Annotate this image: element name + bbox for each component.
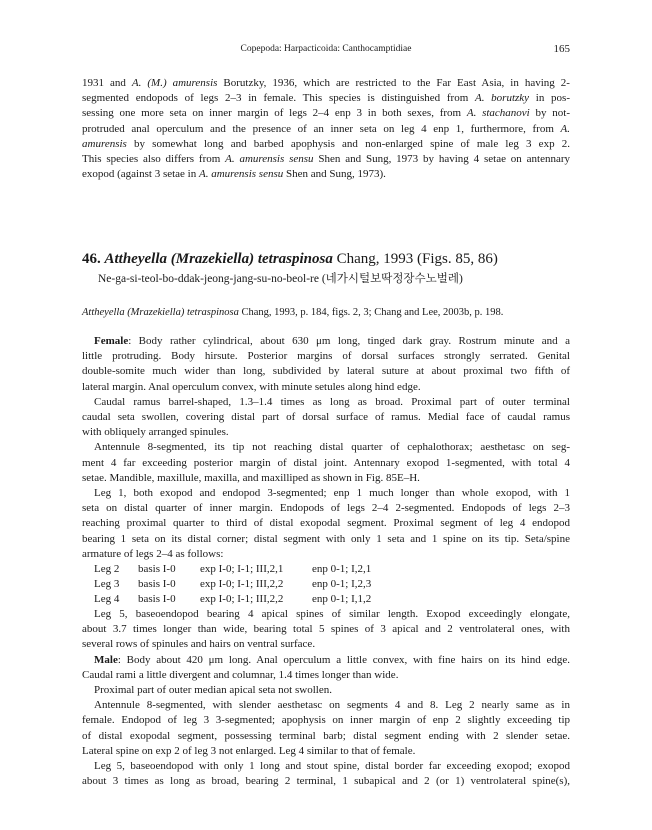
caudal-line-1: caudal seta swollen, covering distal part of dorsal surface of ramus. Medial face of caudal ramus bbox=[82, 411, 570, 424]
intro-line: segmented endopods of legs 2–3 in female. This species is distinguished from A. borutzky in pos- bbox=[82, 92, 571, 105]
table-cell-enp: enp 0-1; I,2,1 bbox=[312, 563, 372, 575]
male-label: Male bbox=[94, 653, 118, 666]
female-line-2: double-somite much wider than long, subdivided by lateral suture at about proximal two fifth of bbox=[82, 365, 570, 378]
species-heading bbox=[82, 250, 570, 268]
citation-text: Chang, 1993, p. 184, figs. 2, 3; Chang and Lee, 2003b, p. 198. bbox=[241, 307, 504, 318]
leg1-line-0: Leg 1, both exopod and endopod 3-segmented; enp 1 much longer than whole exopod, with 1 bbox=[94, 487, 570, 500]
intro-line: This species also differs from A. amurensis sensu Shen and Sung, 1973 by having 4 setae on antennary bbox=[82, 153, 571, 166]
leg1-line-1: seta on distal quarter of inner margin. Endopods of legs 2–4 2-segmented. Endopods of legs 2–3 bbox=[82, 502, 570, 515]
female-description bbox=[82, 334, 570, 562]
table-cell-leg: Leg 2 bbox=[94, 563, 120, 575]
table-cell-basis: basis I-0 bbox=[138, 563, 176, 575]
table-row bbox=[94, 577, 371, 592]
table-cell-exp: exp I-0; I-1; III,2,2 bbox=[200, 578, 284, 591]
intro-paragraph bbox=[82, 76, 570, 182]
table-cell-enp: enp 0-1; I,2,3 bbox=[312, 578, 372, 591]
caudal-line-2: with obliquely arranged spinules. bbox=[82, 426, 229, 439]
species-genus: Attheyella bbox=[104, 251, 167, 267]
leg1-line-2: reaching proximal quarter to third of distal exopodal segment. Proximal segment of leg 4 endopod bbox=[82, 517, 570, 530]
leg5-line-1: about 3.7 times longer than wide, bearing total 5 spines of 3 apical and 2 ventrolateral ones, with bbox=[82, 623, 570, 636]
intro-line: amurensis by somewhat long and barbed apophysis and non-enlarged spine of male leg 3 exp 2. bbox=[82, 137, 570, 150]
female-line-3: lateral margin. Anal operculum convex, with minute setules along hind edge. bbox=[82, 380, 421, 393]
male-antennule-line-3: Lateral spine on exp 2 of leg 3 not enlarged. Leg 4 similar to that of female. bbox=[82, 744, 416, 757]
intro-line: exopod (against 3 setae in A. amurensis sensu Shen and Sung, 1973). bbox=[82, 168, 386, 181]
species-subgenus: (Mrazekiella) bbox=[170, 251, 255, 267]
page-header bbox=[0, 44, 652, 58]
antennule-line-2: setae. Mandible, maxillule, maxilla, and maxilliped as shown in Fig. 85E–H. bbox=[82, 471, 420, 484]
citation-name: Attheyella (Mrazekiella) tetraspinosa bbox=[82, 307, 239, 318]
intro-line: 1931 and A. (M.) amurensis Borutzky, 1936, which are restricted to the Far East Asia, in having 2- bbox=[82, 77, 570, 89]
leg5-line-2: several rows of spinules and hairs on ventral surface. bbox=[82, 638, 316, 651]
male-leg5-line-1: about 3 times as long as broad, bearing 2 terminal, 1 subapical and 2 (or 1) ventrolateral spine(s), bbox=[82, 775, 570, 788]
table-cell-enp: enp 0-1; I,1,2 bbox=[312, 593, 372, 606]
page-number: 165 bbox=[553, 43, 570, 55]
antennule-line-1: ment 4 far exceeding posterior margin of distal joint. Antennary exopod 1-segmented, with total 4 bbox=[82, 456, 570, 469]
korean-romanized: Ne-ga-si-teol-bo-ddak-jeong-jang-su-no-beol-re bbox=[98, 273, 319, 285]
female-label: Female bbox=[94, 335, 129, 347]
table-cell-leg: Leg 4 bbox=[94, 593, 120, 606]
korean-name bbox=[98, 270, 463, 286]
leg1-line-3: bearing 1 seta on its distal corner; distal segment with only 1 seta and 1 spine on its tip. Seta/spine bbox=[82, 532, 570, 545]
citation bbox=[82, 307, 570, 318]
male-seta-line: Proximal part of outer median apical seta not swollen. bbox=[94, 684, 332, 697]
male-leg5-line-0: Leg 5, baseoendopod with only 1 long and stout spine, distal border far exceeding exopod; exopod bbox=[94, 760, 570, 773]
table-row bbox=[94, 592, 371, 607]
antennule-line-0: Antennule 8-segmented, its tip not reaching distal quarter of cephalothorax; aesthetasc on seg- bbox=[94, 441, 570, 454]
species-number: 46. bbox=[82, 251, 101, 267]
male-description bbox=[82, 607, 570, 789]
species-epithet: tetraspinosa bbox=[257, 251, 333, 267]
table-row bbox=[94, 562, 371, 577]
table-cell-leg: Leg 3 bbox=[94, 578, 120, 591]
male-antennule-line-1: female. Endopod of leg 3 3-segmented; apophysis on inner margin of enp 2 slightly exceeding tip bbox=[82, 714, 570, 727]
female-line-0: Female: Body rather cylindrical, about 630 μm long, tinged dark gray. Rostrum minute and a bbox=[94, 335, 570, 347]
leg5-line-0: Leg 5, baseoendopod bearing 4 apical spines of similar length. Exopod exceedingly elongate, bbox=[94, 608, 570, 620]
caudal-line-0: Caudal ramus barrel-shaped, 1.3–1.4 times as long as broad. Proximal part of outer terminal bbox=[94, 395, 570, 408]
table-cell-basis: basis I-0 bbox=[138, 593, 176, 606]
male-line-1: Caudal rami a little divergent and columnar, 1.4 times longer than wide. bbox=[82, 668, 399, 681]
male-antennule-line-0: Antennule 8-segmented, with slender aesthetasc on segments 4 and 8. Leg 2 nearly same as in bbox=[94, 699, 570, 712]
table-cell-exp: exp I-0; I-1; III,2,1 bbox=[200, 563, 284, 575]
leg1-line-4: armature of legs 2–4 as follows: bbox=[82, 547, 224, 560]
species-author: Chang, 1993 (Figs. 85, 86) bbox=[336, 251, 498, 267]
running-title: Copepoda: Harpacticoida: Canthocamptidiae bbox=[240, 44, 412, 54]
table-cell-exp: exp I-0; I-1; III,2,2 bbox=[200, 593, 284, 606]
male-line-0: Male: Body about 420 μm long. Anal operculum a little convex, with fine hairs on its hind edge. bbox=[94, 653, 570, 666]
intro-line: sessing one more seta on inner margin of legs 2–4 enp 3 in both sexes, from A. stachanovi by not- bbox=[82, 107, 570, 120]
male-antennule-line-2: of distal exopodal segment, possessing terminal barb; distal segment ending with 2 slender setae. bbox=[82, 729, 570, 742]
korean-hangul: (네가시털보딱정장수노벌레) bbox=[321, 273, 463, 285]
armature-table bbox=[94, 562, 371, 608]
female-line-1: little protruding. Body hirsute. Posterior margins of dorsal surfaces strongly serrated. Genital bbox=[82, 350, 570, 363]
intro-line: protruded anal operculum and the presence of an inner seta on leg 4 enp 1, furthermore, from A. bbox=[82, 122, 570, 135]
table-cell-basis: basis I-0 bbox=[138, 578, 176, 591]
